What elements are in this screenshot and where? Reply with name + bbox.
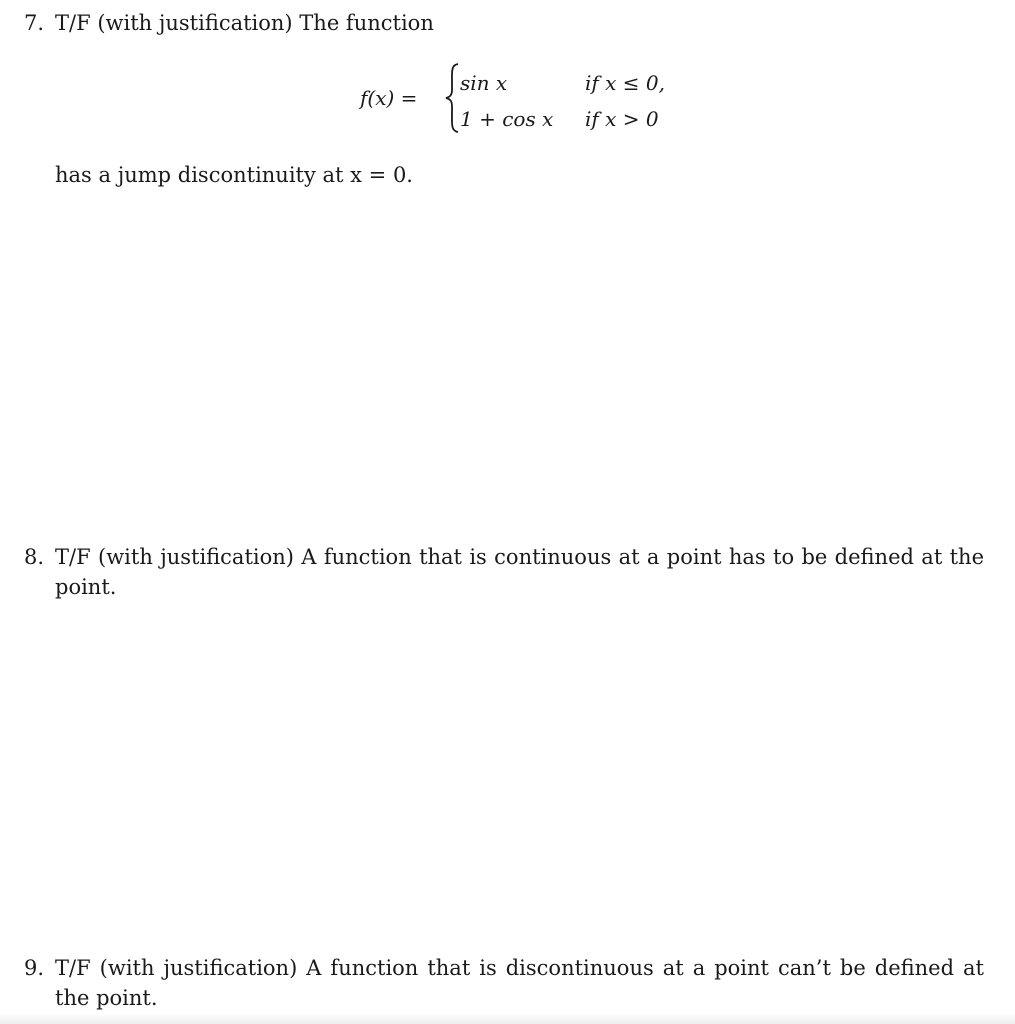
problem-8 [24,542,984,602]
problem-text: T/F (with justification) A function that is continuous at a point has to be defined at the point. [55,545,984,599]
page-bottom-edge [0,1014,1015,1024]
problem-number: 8. [24,545,45,569]
problem-number: 9. [24,956,45,980]
left-brace-icon [444,62,460,134]
problem-7 [24,8,984,38]
problem-7-continuation: has a jump discontinuity at x = 0. [55,163,413,187]
case-1-condition: if x ≤ 0, [585,71,665,95]
problem-9 [24,953,984,1013]
case-2-expression: 1 + cos x [460,107,554,131]
problem-text: T/F (with justification) A function that is discontinuous at a point can’t be defined at the point. [55,956,984,1010]
problem-text: T/F (with justification) The function [55,11,434,35]
problem-number: 7. [24,11,45,35]
function-lhs: f(x) = [360,86,418,110]
case-2-condition: if x > 0 [585,107,659,131]
case-1-expression: sin x [460,71,508,95]
